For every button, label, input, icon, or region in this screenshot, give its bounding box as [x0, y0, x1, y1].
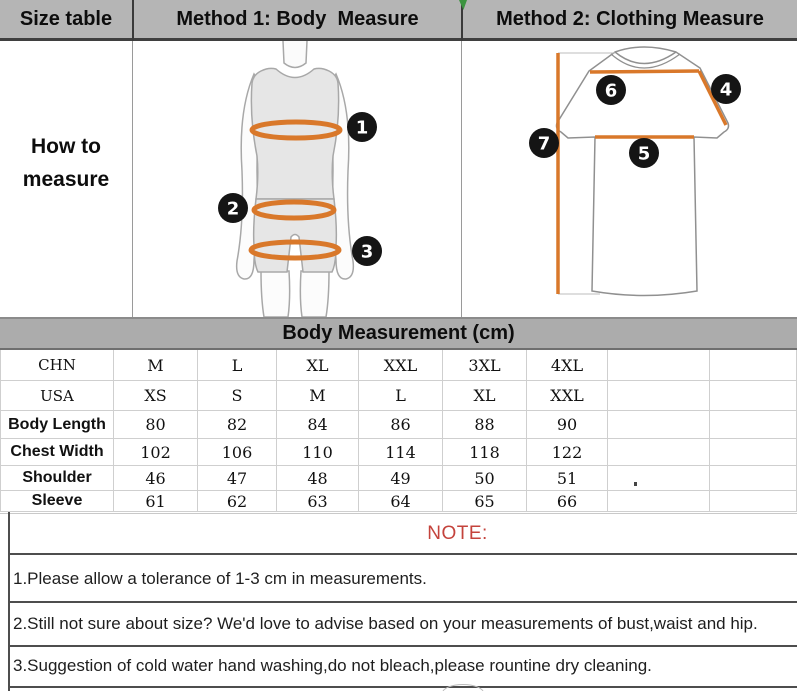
table-cell: M	[114, 350, 198, 381]
speck-artifact	[634, 482, 637, 486]
table-cell	[710, 491, 797, 512]
table-cell: 84	[277, 411, 359, 439]
table-cell: 64	[359, 491, 443, 512]
table-cell: 102	[114, 439, 198, 466]
note-divider-1	[8, 553, 797, 555]
note-divider-3	[8, 645, 797, 647]
table-cell: 118	[443, 439, 527, 466]
header-method2: Method 2: Clothing Measure	[496, 7, 764, 30]
table-cell: 66	[527, 491, 608, 512]
table-cell: 122	[527, 439, 608, 466]
marker-4: 4	[719, 79, 733, 101]
header-divider-1	[132, 0, 134, 41]
table-cell: 86	[359, 411, 443, 439]
row-header: CHN	[1, 350, 114, 381]
marker-1: 1	[355, 117, 369, 139]
marker-3: 3	[360, 241, 374, 263]
table-cell	[710, 466, 797, 491]
marker-6: 6	[604, 80, 618, 102]
note-item-2: 2.Still not sure about size? We'd love to advise based on your measurements of bust,waist and hip.	[13, 614, 758, 633]
table-cell: M	[277, 381, 359, 411]
table-cell	[608, 491, 710, 512]
table-cell: L	[359, 381, 443, 411]
table-cell	[710, 411, 797, 439]
table-cell: 51	[527, 466, 608, 491]
table-cell: 47	[198, 466, 277, 491]
table-cell	[710, 381, 797, 411]
table-cell: 110	[277, 439, 359, 466]
body-measure-diagram	[133, 41, 461, 317]
table-cell: 63	[277, 491, 359, 512]
note-divider-4	[8, 686, 797, 688]
table-cell: XL	[277, 350, 359, 381]
note-item-1: 1.Please allow a tolerance of 1-3 cm in measurements.	[13, 568, 427, 588]
notes-top-line	[0, 513, 797, 514]
table-cell	[710, 439, 797, 466]
row-header: Shoulder	[1, 466, 114, 491]
marker-7: 7	[537, 133, 551, 155]
table-cell: 48	[277, 466, 359, 491]
table-cell: 46	[114, 466, 198, 491]
row-header: Body Length	[1, 411, 114, 439]
table-cell	[710, 350, 797, 381]
t-shirt	[557, 47, 729, 296]
table-cell: 62	[198, 491, 277, 512]
table-cell	[608, 466, 710, 491]
how-to-measure-label	[0, 130, 132, 196]
table-cell: S	[198, 381, 277, 411]
row-header: USA	[1, 381, 114, 411]
table-cell: XL	[443, 381, 527, 411]
table-cell: XXL	[359, 350, 443, 381]
table-cell: L	[198, 350, 277, 381]
table-cell: 90	[527, 411, 608, 439]
row-header: Chest Width	[1, 439, 114, 466]
note-item-3: 3.Suggestion of cold water hand washing,do not bleach,please rountine dry cleaning.	[13, 656, 652, 675]
marker-5: 5	[637, 143, 651, 165]
header-method1: Method 1: Body Measure	[176, 7, 419, 30]
table-cell: 4XL	[527, 350, 608, 381]
table-cell	[608, 381, 710, 411]
how-to-measure-line1: How to	[31, 135, 101, 158]
size-table	[0, 350, 797, 512]
table-cell	[608, 411, 710, 439]
table-cell	[608, 439, 710, 466]
table-cell: XXL	[527, 381, 608, 411]
table-cell: 65	[443, 491, 527, 512]
table-cell: 3XL	[443, 350, 527, 381]
note-title: NOTE:	[427, 523, 488, 544]
header-size-table: Size table	[19, 7, 113, 30]
table-cell: 80	[114, 411, 198, 439]
table-cell: XS	[114, 381, 198, 411]
table-cell: 88	[443, 411, 527, 439]
note-divider-2	[8, 601, 797, 603]
table-cell: 61	[114, 491, 198, 512]
table-cell: 50	[443, 466, 527, 491]
body-measurement-title: Body Measurement (cm)	[0, 317, 797, 350]
table-cell: 82	[198, 411, 277, 439]
row-header: Sleeve	[1, 491, 114, 512]
table-cell: 106	[198, 439, 277, 466]
how-to-measure-line2: measure	[22, 168, 110, 191]
table-cell: 49	[359, 466, 443, 491]
clothing-measure-diagram	[462, 41, 797, 317]
marker-2: 2	[226, 198, 240, 220]
shorts	[254, 199, 337, 272]
table-cell: 114	[359, 439, 443, 466]
shoulder-line	[590, 71, 699, 72]
table-cell	[608, 350, 710, 381]
